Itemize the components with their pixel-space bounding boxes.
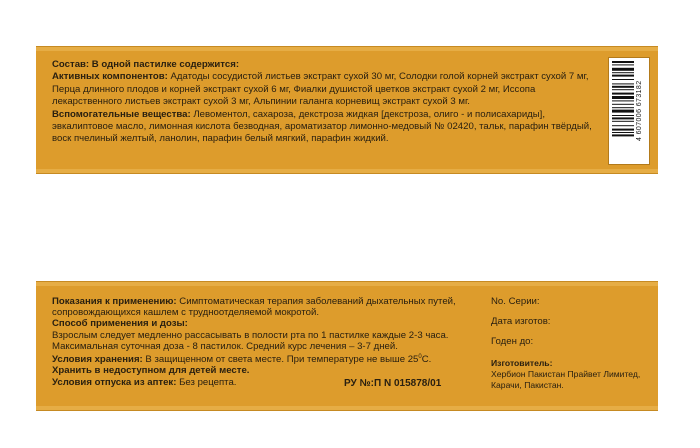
barcode-bar: [612, 115, 634, 116]
manufacturer: [491, 358, 651, 391]
barcode-bar: [612, 100, 634, 101]
batch-block: [491, 296, 651, 391]
excipients-label: Вспомогательные вещества:: [52, 108, 191, 120]
dispense-text: Без рецепта.: [179, 376, 237, 388]
storage-label: Условия хранения:: [52, 354, 143, 366]
storage-temp: 25: [407, 354, 419, 366]
barcode-bar: [612, 64, 634, 65]
expiry: Годен до:: [491, 336, 534, 347]
barcode-bars: [612, 61, 634, 159]
storage-unit-sup: 0: [418, 354, 422, 361]
storage-unit: C.: [421, 354, 432, 366]
indications-text: Симптоматическая терапия заболеваний дыхательных путей, сопровождающихся кашлем с трудноотделяемой мокротой.: [52, 296, 456, 319]
bottom-label-panel: [36, 281, 658, 411]
barcode-bar: [612, 93, 634, 95]
indications: [52, 296, 492, 318]
barcode-bar: [612, 107, 634, 108]
instructions-block: [52, 296, 492, 388]
registration-number: РУ №:П N 015878/01: [344, 378, 442, 389]
storage: [52, 352, 492, 365]
barcode-bar: [612, 61, 634, 63]
keep-away: Хранить в недоступном для детей месте.: [52, 365, 250, 377]
top-label-panel: [36, 46, 658, 174]
barcode-bar: [612, 129, 634, 131]
barcode-bar: [612, 96, 634, 99]
usage-text: Взрослым следует медленно рассасывать в полости рта по 1 пастилке каждые 2-3 часа.: [52, 329, 449, 341]
barcode-bar: [612, 132, 634, 133]
manufacturer-text: Хербион Пакистан Прайвет Лимитед, Карачи, Пакистан.: [491, 369, 641, 390]
max-dose-text: Максимальная суточная доза - 8 пастилок. Средний курс лечения – 3-7 дней.: [52, 340, 398, 352]
storage-text: В защищенном от света месте. При температуре не выше: [145, 354, 406, 366]
active-components: [52, 71, 607, 108]
barcode-bar: [612, 86, 634, 88]
barcode-bar: [612, 110, 634, 113]
barcode-bar: [612, 134, 634, 136]
excipients-text: Левоментол, сахароза, декстроза жидкая [декстроза, олиго - и полисахариды], эвкалиптовое масло, лимонная кислота безводная, ароматизатор лимонно-медовый № 02420, тальк, парафин твёрдый, воск пчелиный желтый, ланолин, парафин белый мягкий, парафин жидкий.: [52, 108, 592, 145]
composition-title: Состав: В одной пастилке содержится:: [52, 59, 240, 70]
barcode-bar: [612, 83, 634, 84]
barcode-bar: [612, 104, 634, 105]
panel-edge: [36, 169, 658, 173]
barcode-bar: [612, 75, 634, 77]
composition-block: [52, 59, 607, 146]
barcode-bar: [612, 121, 634, 122]
panel-edge: [36, 282, 658, 286]
barcode-number: 4 607006 673182: [636, 80, 643, 142]
active-label: Активных компонентов:: [52, 71, 168, 83]
barcode-bar: [612, 68, 634, 71]
excipients: [52, 109, 607, 146]
panel-edge: [36, 47, 658, 51]
barcode: [608, 57, 650, 165]
indications-label: Показания к применению:: [52, 296, 177, 307]
active-text: Адатоды сосудистой листьев экстракт сухой 30 мг, Солодки голой корней экстракт сухой 7 мг, Перца длинного плодов и корней экстракт сухой 6 мг, Фиалки душистой цветков экстракт сухой 2 мг, Иссопа лекарственного листьев экстракт сухой 3 мг, Альпинии галанга корневищ экстракт сухой 3 мг.: [52, 71, 589, 108]
batch-no: No. Серии:: [491, 296, 540, 307]
usage-label: Способ применения и дозы:: [52, 318, 188, 330]
panel-edge: [36, 406, 658, 410]
barcode-bar: [612, 89, 634, 90]
barcode-bar: [612, 117, 634, 119]
dispense-label: Условия отпуска из аптек:: [52, 376, 177, 388]
barcode-bar: [612, 79, 634, 80]
mfg-date: Дата изготов:: [491, 316, 551, 327]
barcode-bar: [612, 72, 634, 73]
barcode-bar: [612, 125, 634, 126]
manufacturer-label: Изготовитель:: [491, 358, 553, 368]
